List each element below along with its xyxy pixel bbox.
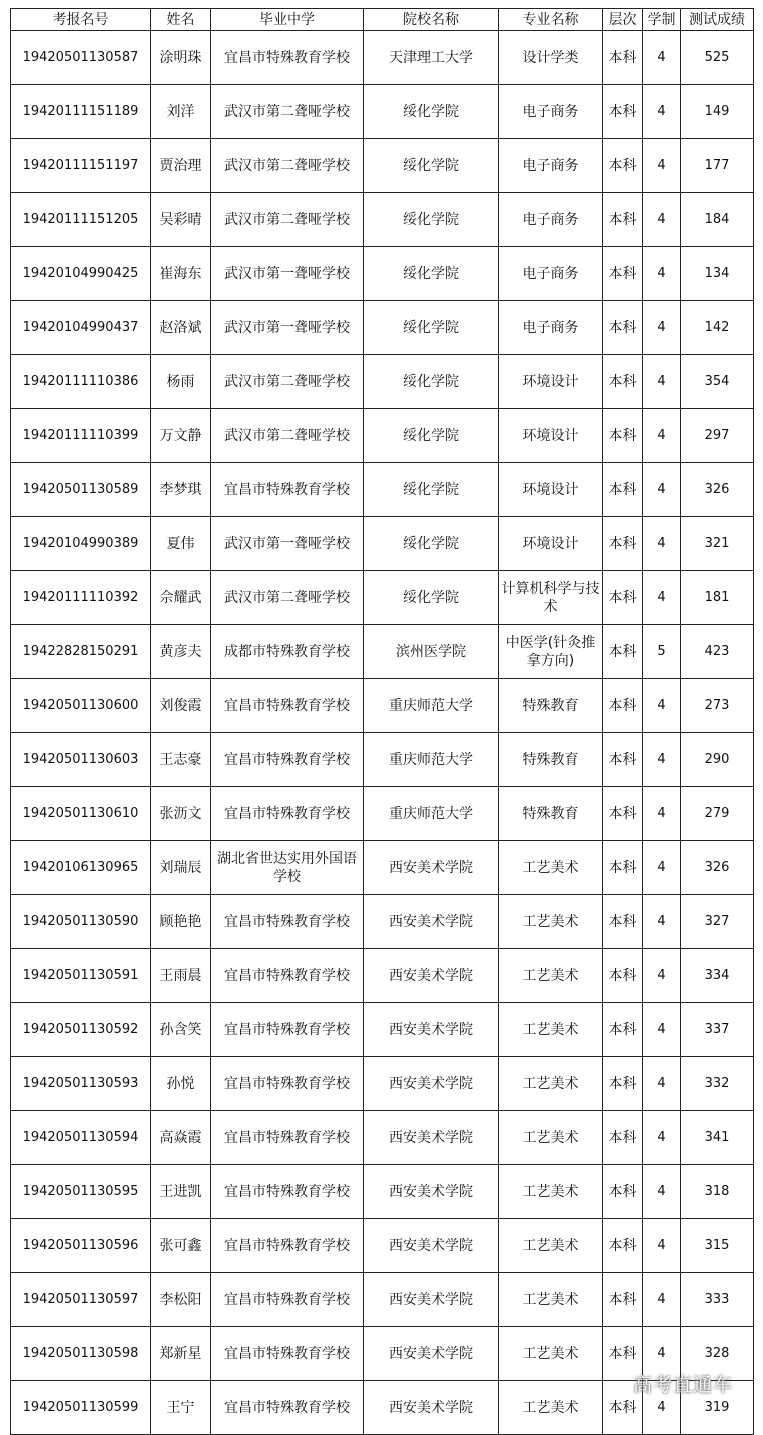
cell-score: 319 xyxy=(681,1381,754,1435)
cell-high-school: 宜昌市特殊教育学校 xyxy=(211,1327,364,1381)
cell-major: 工艺美术 xyxy=(499,895,603,949)
cell-duration: 4 xyxy=(643,1057,681,1111)
cell-duration: 4 xyxy=(643,571,681,625)
cell-score: 341 xyxy=(681,1111,754,1165)
cell-university: 绥化学院 xyxy=(364,409,499,463)
cell-name: 孙悦 xyxy=(151,1057,211,1111)
cell-score: 326 xyxy=(681,463,754,517)
cell-duration: 4 xyxy=(643,1381,681,1435)
cell-major: 工艺美术 xyxy=(499,1111,603,1165)
cell-high-school: 武汉市第一聋哑学校 xyxy=(211,517,364,571)
cell-level: 本科 xyxy=(603,625,643,679)
cell-high-school: 宜昌市特殊教育学校 xyxy=(211,1111,364,1165)
cell-university: 绥化学院 xyxy=(364,355,499,409)
cell-university: 西安美术学院 xyxy=(364,1273,499,1327)
cell-duration: 4 xyxy=(643,1165,681,1219)
header-level: 层次 xyxy=(603,9,643,31)
cell-major: 工艺美术 xyxy=(499,1273,603,1327)
table-row xyxy=(11,139,754,193)
cell-score: 332 xyxy=(681,1057,754,1111)
table-row xyxy=(11,679,754,733)
cell-major: 工艺美术 xyxy=(499,1219,603,1273)
cell-exam-id: 19420501130591 xyxy=(11,949,151,1003)
cell-name: 郑新星 xyxy=(151,1327,211,1381)
cell-level: 本科 xyxy=(603,139,643,193)
cell-name: 王进凯 xyxy=(151,1165,211,1219)
cell-score: 177 xyxy=(681,139,754,193)
cell-major: 工艺美术 xyxy=(499,949,603,1003)
cell-duration: 4 xyxy=(643,463,681,517)
table-body xyxy=(11,31,754,1435)
cell-university: 滨州医学院 xyxy=(364,625,499,679)
cell-duration: 4 xyxy=(643,1111,681,1165)
cell-high-school: 宜昌市特殊教育学校 xyxy=(211,679,364,733)
table-row xyxy=(11,1111,754,1165)
cell-university: 西安美术学院 xyxy=(364,949,499,1003)
cell-exam-id: 19420501130592 xyxy=(11,1003,151,1057)
cell-exam-id: 19420111110386 xyxy=(11,355,151,409)
cell-university: 重庆师范大学 xyxy=(364,787,499,841)
cell-level: 本科 xyxy=(603,301,643,355)
cell-major: 环境设计 xyxy=(499,463,603,517)
cell-major: 中医学(针灸推拿方向) xyxy=(499,625,603,679)
cell-major: 环境设计 xyxy=(499,355,603,409)
cell-university: 西安美术学院 xyxy=(364,895,499,949)
table-row xyxy=(11,85,754,139)
cell-major: 电子商务 xyxy=(499,301,603,355)
cell-major: 工艺美术 xyxy=(499,1165,603,1219)
cell-duration: 4 xyxy=(643,949,681,1003)
table-header xyxy=(11,9,754,31)
cell-university: 重庆师范大学 xyxy=(364,679,499,733)
cell-name: 高焱霞 xyxy=(151,1111,211,1165)
cell-duration: 4 xyxy=(643,1327,681,1381)
cell-exam-id: 19422828150291 xyxy=(11,625,151,679)
cell-major: 设计学类 xyxy=(499,31,603,85)
cell-name: 夏伟 xyxy=(151,517,211,571)
cell-duration: 4 xyxy=(643,193,681,247)
cell-exam-id: 19420501130596 xyxy=(11,1219,151,1273)
cell-high-school: 宜昌市特殊教育学校 xyxy=(211,733,364,787)
cell-university: 西安美术学院 xyxy=(364,1003,499,1057)
cell-level: 本科 xyxy=(603,679,643,733)
cell-name: 杨雨 xyxy=(151,355,211,409)
cell-name: 刘瑞辰 xyxy=(151,841,211,895)
cell-exam-id: 19420501130595 xyxy=(11,1165,151,1219)
cell-score: 334 xyxy=(681,949,754,1003)
cell-high-school: 宜昌市特殊教育学校 xyxy=(211,1381,364,1435)
cell-exam-id: 19420111151197 xyxy=(11,139,151,193)
header-row xyxy=(11,9,754,31)
cell-score: 423 xyxy=(681,625,754,679)
cell-high-school: 成都市特殊教育学校 xyxy=(211,625,364,679)
cell-level: 本科 xyxy=(603,949,643,1003)
cell-university: 西安美术学院 xyxy=(364,1327,499,1381)
table-row xyxy=(11,949,754,1003)
cell-major: 特殊教育 xyxy=(499,679,603,733)
cell-score: 142 xyxy=(681,301,754,355)
cell-name: 赵洛斌 xyxy=(151,301,211,355)
cell-high-school: 宜昌市特殊教育学校 xyxy=(211,31,364,85)
cell-major: 电子商务 xyxy=(499,247,603,301)
cell-major: 计算机科学与技术 xyxy=(499,571,603,625)
cell-high-school: 宜昌市特殊教育学校 xyxy=(211,1273,364,1327)
cell-high-school: 宜昌市特殊教育学校 xyxy=(211,463,364,517)
table-row xyxy=(11,625,754,679)
table-row xyxy=(11,733,754,787)
cell-score: 279 xyxy=(681,787,754,841)
cell-exam-id: 19420501130589 xyxy=(11,463,151,517)
cell-exam-id: 19420111151205 xyxy=(11,193,151,247)
table-row xyxy=(11,409,754,463)
cell-major: 特殊教育 xyxy=(499,787,603,841)
cell-level: 本科 xyxy=(603,1273,643,1327)
cell-high-school: 武汉市第二聋哑学校 xyxy=(211,85,364,139)
cell-score: 337 xyxy=(681,1003,754,1057)
cell-high-school: 湖北省世达实用外国语学校 xyxy=(211,841,364,895)
cell-score: 327 xyxy=(681,895,754,949)
cell-high-school: 武汉市第一聋哑学校 xyxy=(211,247,364,301)
header-score: 测试成绩 xyxy=(681,9,754,31)
cell-level: 本科 xyxy=(603,193,643,247)
cell-university: 西安美术学院 xyxy=(364,1057,499,1111)
cell-name: 李梦琪 xyxy=(151,463,211,517)
cell-exam-id: 19420501130603 xyxy=(11,733,151,787)
cell-university: 绥化学院 xyxy=(364,301,499,355)
cell-university: 西安美术学院 xyxy=(364,1219,499,1273)
cell-duration: 4 xyxy=(643,895,681,949)
cell-major: 工艺美术 xyxy=(499,1327,603,1381)
cell-level: 本科 xyxy=(603,1111,643,1165)
cell-exam-id: 19420501130600 xyxy=(11,679,151,733)
cell-score: 290 xyxy=(681,733,754,787)
cell-level: 本科 xyxy=(603,85,643,139)
cell-university: 绥化学院 xyxy=(364,85,499,139)
cell-name: 万文静 xyxy=(151,409,211,463)
cell-major: 工艺美术 xyxy=(499,1381,603,1435)
cell-duration: 4 xyxy=(643,517,681,571)
cell-score: 321 xyxy=(681,517,754,571)
cell-high-school: 武汉市第二聋哑学校 xyxy=(211,409,364,463)
cell-exam-id: 19420501130599 xyxy=(11,1381,151,1435)
cell-duration: 4 xyxy=(643,1273,681,1327)
cell-name: 刘俊霞 xyxy=(151,679,211,733)
cell-level: 本科 xyxy=(603,1219,643,1273)
table-row xyxy=(11,1273,754,1327)
cell-level: 本科 xyxy=(603,1003,643,1057)
cell-name: 吴彩晴 xyxy=(151,193,211,247)
cell-university: 西安美术学院 xyxy=(364,1111,499,1165)
table-row xyxy=(11,841,754,895)
cell-score: 149 xyxy=(681,85,754,139)
cell-exam-id: 19420104990389 xyxy=(11,517,151,571)
cell-university: 绥化学院 xyxy=(364,517,499,571)
cell-name: 王志豪 xyxy=(151,733,211,787)
cell-duration: 4 xyxy=(643,355,681,409)
header-university: 院校名称 xyxy=(364,9,499,31)
cell-name: 张沥文 xyxy=(151,787,211,841)
cell-name: 涂明珠 xyxy=(151,31,211,85)
table-row xyxy=(11,1057,754,1111)
cell-university: 西安美术学院 xyxy=(364,841,499,895)
table-row xyxy=(11,1219,754,1273)
cell-score: 326 xyxy=(681,841,754,895)
cell-major: 环境设计 xyxy=(499,517,603,571)
cell-university: 绥化学院 xyxy=(364,463,499,517)
cell-high-school: 宜昌市特殊教育学校 xyxy=(211,1003,364,1057)
cell-high-school: 宜昌市特殊教育学校 xyxy=(211,1165,364,1219)
header-exam-id: 考报名号 xyxy=(11,9,151,31)
cell-high-school: 武汉市第二聋哑学校 xyxy=(211,193,364,247)
cell-level: 本科 xyxy=(603,517,643,571)
cell-major: 电子商务 xyxy=(499,85,603,139)
cell-exam-id: 19420111110399 xyxy=(11,409,151,463)
header-high-school: 毕业中学 xyxy=(211,9,364,31)
cell-name: 张可鑫 xyxy=(151,1219,211,1273)
cell-name: 王宁 xyxy=(151,1381,211,1435)
table-row xyxy=(11,895,754,949)
cell-name: 王雨晨 xyxy=(151,949,211,1003)
cell-exam-id: 19420501130598 xyxy=(11,1327,151,1381)
cell-level: 本科 xyxy=(603,787,643,841)
cell-exam-id: 19420111110392 xyxy=(11,571,151,625)
cell-major: 环境设计 xyxy=(499,409,603,463)
cell-duration: 4 xyxy=(643,31,681,85)
table-row xyxy=(11,193,754,247)
cell-level: 本科 xyxy=(603,1165,643,1219)
table-row xyxy=(11,1165,754,1219)
cell-exam-id: 19420106130965 xyxy=(11,841,151,895)
cell-score: 273 xyxy=(681,679,754,733)
cell-name: 刘洋 xyxy=(151,85,211,139)
cell-score: 525 xyxy=(681,31,754,85)
cell-exam-id: 19420111151189 xyxy=(11,85,151,139)
cell-score: 318 xyxy=(681,1165,754,1219)
cell-duration: 4 xyxy=(643,85,681,139)
cell-university: 西安美术学院 xyxy=(364,1381,499,1435)
cell-level: 本科 xyxy=(603,31,643,85)
cell-duration: 5 xyxy=(643,625,681,679)
cell-major: 工艺美术 xyxy=(499,1057,603,1111)
header-duration: 学制 xyxy=(643,9,681,31)
cell-name: 李松阳 xyxy=(151,1273,211,1327)
cell-score: 184 xyxy=(681,193,754,247)
cell-major: 电子商务 xyxy=(499,139,603,193)
cell-major: 特殊教育 xyxy=(499,733,603,787)
table-row xyxy=(11,787,754,841)
cell-level: 本科 xyxy=(603,463,643,517)
cell-score: 181 xyxy=(681,571,754,625)
cell-exam-id: 19420501130587 xyxy=(11,31,151,85)
table-row xyxy=(11,463,754,517)
cell-high-school: 武汉市第二聋哑学校 xyxy=(211,139,364,193)
cell-name: 崔海东 xyxy=(151,247,211,301)
cell-score: 333 xyxy=(681,1273,754,1327)
cell-duration: 4 xyxy=(643,841,681,895)
cell-university: 重庆师范大学 xyxy=(364,733,499,787)
cell-duration: 4 xyxy=(643,409,681,463)
cell-university: 绥化学院 xyxy=(364,571,499,625)
cell-exam-id: 19420501130610 xyxy=(11,787,151,841)
cell-exam-id: 19420104990425 xyxy=(11,247,151,301)
cell-level: 本科 xyxy=(603,409,643,463)
cell-score: 354 xyxy=(681,355,754,409)
cell-exam-id: 19420501130593 xyxy=(11,1057,151,1111)
cell-university: 西安美术学院 xyxy=(364,1165,499,1219)
cell-level: 本科 xyxy=(603,247,643,301)
cell-duration: 4 xyxy=(643,787,681,841)
cell-high-school: 武汉市第二聋哑学校 xyxy=(211,571,364,625)
cell-duration: 4 xyxy=(643,679,681,733)
table-row xyxy=(11,571,754,625)
cell-high-school: 宜昌市特殊教育学校 xyxy=(211,949,364,1003)
cell-name: 黄彦夫 xyxy=(151,625,211,679)
table-row xyxy=(11,301,754,355)
table-row xyxy=(11,517,754,571)
table-row xyxy=(11,1003,754,1057)
cell-university: 天津理工大学 xyxy=(364,31,499,85)
table-row xyxy=(11,355,754,409)
cell-exam-id: 19420501130597 xyxy=(11,1273,151,1327)
cell-exam-id: 19420501130594 xyxy=(11,1111,151,1165)
cell-name: 贾治理 xyxy=(151,139,211,193)
cell-major: 工艺美术 xyxy=(499,1003,603,1057)
cell-level: 本科 xyxy=(603,841,643,895)
cell-level: 本科 xyxy=(603,895,643,949)
cell-score: 134 xyxy=(681,247,754,301)
cell-duration: 4 xyxy=(643,1219,681,1273)
cell-university: 绥化学院 xyxy=(364,247,499,301)
header-major: 专业名称 xyxy=(499,9,603,31)
cell-high-school: 宜昌市特殊教育学校 xyxy=(211,1219,364,1273)
table-row xyxy=(11,31,754,85)
cell-score: 328 xyxy=(681,1327,754,1381)
cell-name: 顾艳艳 xyxy=(151,895,211,949)
cell-exam-id: 19420501130590 xyxy=(11,895,151,949)
cell-high-school: 宜昌市特殊教育学校 xyxy=(211,895,364,949)
cell-major: 电子商务 xyxy=(499,193,603,247)
cell-duration: 4 xyxy=(643,301,681,355)
cell-high-school: 宜昌市特殊教育学校 xyxy=(211,787,364,841)
cell-level: 本科 xyxy=(603,733,643,787)
admissions-table xyxy=(10,8,754,1435)
cell-major: 工艺美术 xyxy=(499,841,603,895)
cell-high-school: 武汉市第一聋哑学校 xyxy=(211,301,364,355)
watermark: 高考直通车 xyxy=(632,1374,733,1396)
cell-score: 315 xyxy=(681,1219,754,1273)
cell-level: 本科 xyxy=(603,1381,643,1435)
cell-score: 297 xyxy=(681,409,754,463)
cell-exam-id: 19420104990437 xyxy=(11,301,151,355)
cell-level: 本科 xyxy=(603,1057,643,1111)
cell-duration: 4 xyxy=(643,733,681,787)
header-name: 姓名 xyxy=(151,9,211,31)
cell-duration: 4 xyxy=(643,139,681,193)
cell-name: 孙含笑 xyxy=(151,1003,211,1057)
cell-high-school: 武汉市第二聋哑学校 xyxy=(211,355,364,409)
cell-high-school: 宜昌市特殊教育学校 xyxy=(211,1057,364,1111)
cell-university: 绥化学院 xyxy=(364,139,499,193)
cell-level: 本科 xyxy=(603,1327,643,1381)
cell-level: 本科 xyxy=(603,355,643,409)
cell-duration: 4 xyxy=(643,247,681,301)
cell-university: 绥化学院 xyxy=(364,193,499,247)
table-row xyxy=(11,247,754,301)
cell-level: 本科 xyxy=(603,571,643,625)
cell-name: 佘耀武 xyxy=(151,571,211,625)
cell-duration: 4 xyxy=(643,1003,681,1057)
